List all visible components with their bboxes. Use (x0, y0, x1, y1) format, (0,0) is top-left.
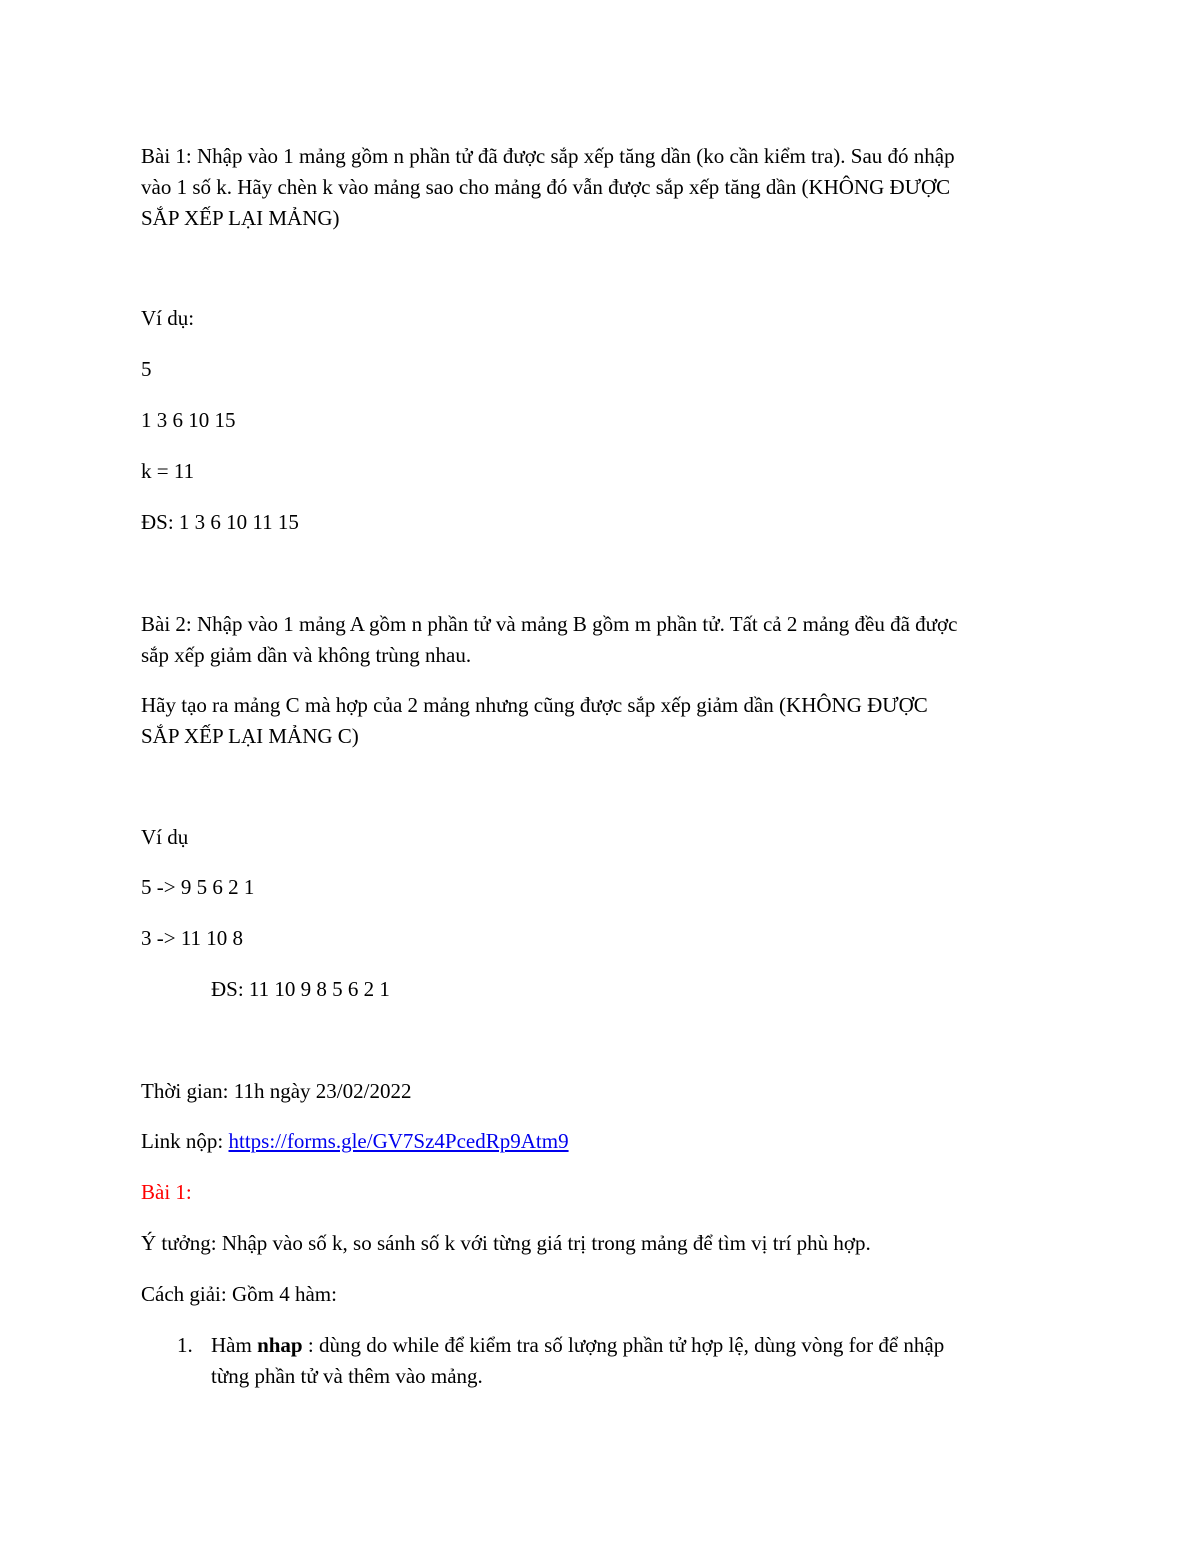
bai1-example-answer: ĐS: 1 3 6 10 11 15 (141, 510, 299, 534)
bai2-task-line2: SẮP XẾP LẠI MẢNG C) (141, 724, 359, 748)
step-1-prefix: Hàm (211, 1333, 258, 1357)
solution-heading: Bài 1: (141, 1180, 192, 1204)
bai1-example-label: Ví dụ: (141, 306, 195, 330)
bai2-example-label: Ví dụ (141, 825, 189, 849)
solution-method: Cách giải: Gồm 4 hàm: (141, 1282, 337, 1306)
bai1-problem-line2: vào 1 số k. Hãy chèn k vào mảng sao cho mảng đó vẫn được sắp xếp tăng dần (KHÔNG ĐƯỢC (141, 175, 951, 199)
step-1-line2: từng phần tử và thêm vào mảng. (211, 1364, 483, 1388)
submit-label: Link nộp: (141, 1129, 229, 1153)
submit-link[interactable]: https://forms.gle/GV7Sz4PcedRp9Atm9 (228, 1129, 569, 1153)
solution-idea: Ý tưởng: Nhập vào số k, so sánh số k với từng giá trị trong mảng để tìm vị trí phù hợp. (141, 1231, 871, 1255)
step-1-description: : dùng do while để kiểm tra số lượng phần tử hợp lệ, dùng vòng for để nhập (302, 1333, 945, 1357)
bai2-problem-line2: sắp xếp giảm dần và không trùng nhau. (141, 643, 472, 667)
bai1-problem-line1: Bài 1: Nhập vào 1 mảng gồm n phần tử đã được sắp xếp tăng dần (ko cần kiểm tra). Sau đó nhập (141, 144, 955, 168)
step-1-func-name: nhap (257, 1333, 303, 1357)
bai2-task-line1: Hãy tạo ra mảng C mà hợp của 2 mảng nhưng cũng được sắp xếp giảm dần (KHÔNG ĐƯỢC (141, 693, 928, 717)
step-1-number: 1. (177, 1333, 193, 1357)
bai1-example-k: k = 11 (141, 459, 195, 483)
bai2-problem-line1: Bài 2: Nhập vào 1 mảng A gồm n phần tử và mảng B gồm m phần tử. Tất cả 2 mảng đều đã được (141, 612, 958, 636)
submit-line (141, 1126, 1071, 1157)
bai2-example-answer: ĐS: 11 10 9 8 5 6 2 1 (211, 977, 390, 1001)
deadline-text: Thời gian: 11h ngày 23/02/2022 (141, 1079, 412, 1103)
bai1-problem-line3: SẮP XẾP LẠI MẢNG) (141, 206, 340, 230)
step-1-line1 (211, 1330, 1071, 1361)
bai1-example-array: 1 3 6 10 15 (141, 408, 236, 432)
bai2-example-b: 3 -> 11 10 8 (141, 926, 244, 950)
bai2-example-a: 5 -> 9 5 6 2 1 (141, 875, 255, 899)
bai1-example-n: 5 (141, 357, 152, 381)
